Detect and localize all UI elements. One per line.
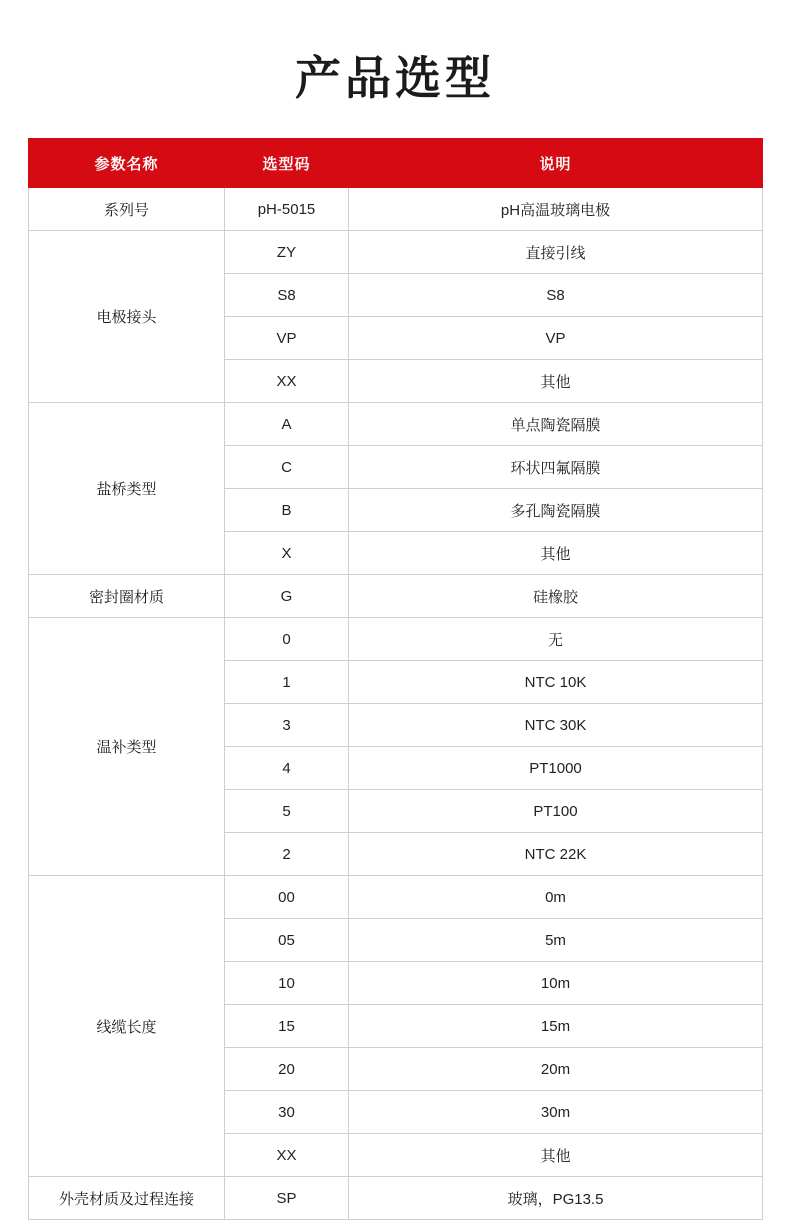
selection-code-cell: B (225, 489, 349, 532)
selection-code-cell: SP (225, 1177, 349, 1220)
table-row (29, 403, 763, 446)
description-cell: 直接引线 (349, 231, 763, 274)
description-cell: S8 (349, 274, 763, 317)
description-cell: VP (349, 317, 763, 360)
table-row (29, 876, 763, 919)
table-row (29, 231, 763, 274)
description-cell: 其他 (349, 360, 763, 403)
selection-code-cell: 10 (225, 962, 349, 1005)
selection-code-cell: 3 (225, 704, 349, 747)
selection-code-cell: C (225, 446, 349, 489)
description-cell: 无 (349, 618, 763, 661)
selection-code-cell: 05 (225, 919, 349, 962)
selection-code-cell: X (225, 532, 349, 575)
selection-code-cell: S8 (225, 274, 349, 317)
selection-code-cell: G (225, 575, 349, 618)
description-cell: 其他 (349, 1134, 763, 1177)
page-title: 产品选型 (295, 52, 495, 104)
table-row (29, 575, 763, 618)
description-cell: NTC 10K (349, 661, 763, 704)
description-cell: NTC 30K (349, 704, 763, 747)
table-row (29, 1177, 763, 1220)
selection-code-cell: 1 (225, 661, 349, 704)
description-cell: PT1000 (349, 747, 763, 790)
description-cell: PT100 (349, 790, 763, 833)
description-cell: 5m (349, 919, 763, 962)
table-row (29, 188, 763, 231)
selection-code-cell: 4 (225, 747, 349, 790)
table-body (29, 188, 763, 1220)
selection-code-cell: 15 (225, 1005, 349, 1048)
column-header-selection-code: 选型码 (225, 139, 349, 188)
parameter-name-cell: 系列号 (29, 188, 225, 231)
description-cell: 硅橡胶 (349, 575, 763, 618)
table-header (29, 139, 763, 188)
selection-table-container (0, 138, 790, 1220)
description-cell: 15m (349, 1005, 763, 1048)
description-cell: 玻璃，PG13.5 (349, 1177, 763, 1220)
selection-code-cell: XX (225, 360, 349, 403)
column-header-description: 说明 (349, 139, 763, 188)
parameter-name-cell: 电极接头 (29, 231, 225, 403)
description-cell: 20m (349, 1048, 763, 1091)
description-cell: 10m (349, 962, 763, 1005)
parameter-name-cell: 温补类型 (29, 618, 225, 876)
description-cell: 30m (349, 1091, 763, 1134)
table-header-row (29, 139, 763, 188)
selection-code-cell: A (225, 403, 349, 446)
description-cell: pH高温玻璃电极 (349, 188, 763, 231)
description-cell: 0m (349, 876, 763, 919)
description-cell: 其他 (349, 532, 763, 575)
selection-code-cell: 30 (225, 1091, 349, 1134)
selection-code-cell: 20 (225, 1048, 349, 1091)
selection-code-cell: 00 (225, 876, 349, 919)
parameter-name-cell: 密封圈材质 (29, 575, 225, 618)
description-cell: 多孔陶瓷隔膜 (349, 489, 763, 532)
selection-code-cell: XX (225, 1134, 349, 1177)
selection-code-cell: 0 (225, 618, 349, 661)
table-row (29, 618, 763, 661)
selection-code-cell: pH-5015 (225, 188, 349, 231)
selection-code-cell: VP (225, 317, 349, 360)
selection-code-cell: 2 (225, 833, 349, 876)
parameter-name-cell: 线缆长度 (29, 876, 225, 1177)
selection-code-cell: ZY (225, 231, 349, 274)
description-cell: 环状四氟隔膜 (349, 446, 763, 489)
description-cell: 单点陶瓷隔膜 (349, 403, 763, 446)
selection-table (28, 138, 763, 1220)
selection-code-cell: 5 (225, 790, 349, 833)
parameter-name-cell: 外壳材质及过程连接 (29, 1177, 225, 1220)
parameter-name-cell: 盐桥类型 (29, 403, 225, 575)
column-header-parameter-name: 参数名称 (29, 139, 225, 188)
description-cell: NTC 22K (349, 833, 763, 876)
